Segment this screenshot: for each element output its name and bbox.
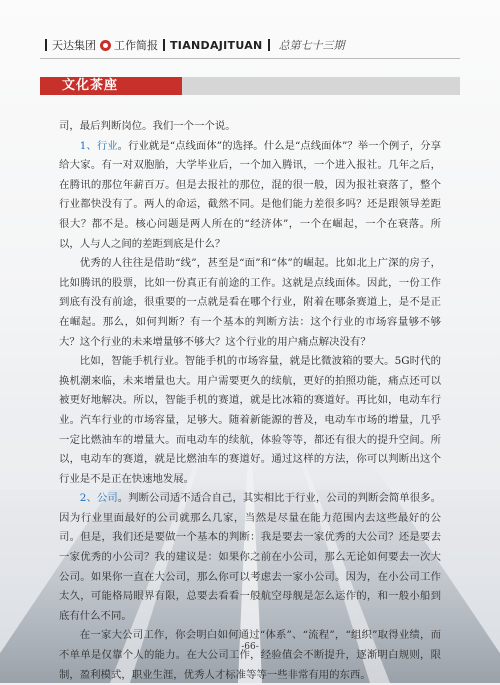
company-name: 天达集团 [52,39,96,52]
paragraph: 优秀的人往往是借助“线”，甚至是“面”和“体”的崛起。比如北上广深的房子，比如腾讯的股票，比如一份真正有前途的工作。这就是点线面体。因此，一份工作到底有没有前途，很重要的一点就是看在哪个行业，附着在哪条赛道上，是不是正在崛起。那么，如何判断？有一个基本的判断方法：这个行业的市场容量够不够大？这个行业的未来增量够不够大？这个行业的用户痛点解决没有？ [59,257,441,348]
paragraph-text: 。行业就是“点线面体”的选择。什么是“点线面体”？举一个例子，分享给大家。有一对双胞胎，大学毕业后，一个加入腾讯，一个进入报社。几年之后，在腾讯的那位年薪百万。但是去报社的那位，混的很一般，因为报社衰落了，整个行业都快没有了。两人的命运，截然不同。是他们能力差很多吗？还是跟领导差距很大？都不是。核心问题是两人所在的“经济体”，一个在崛起，一个在衰落。所以，人与人之间的差距到底是什么？ [59,139,441,250]
page-number: -66- [241,642,259,652]
section-title: 文化茶座 [62,78,119,93]
brand-english-name: TIANDAJITUAN [170,38,263,52]
page-header [0,0,500,62]
header-divider [45,39,47,51]
section-banner [40,77,460,95]
paragraph [59,489,441,626]
article-body [59,117,441,685]
header-divider [268,39,270,51]
company-logo-icon [100,40,111,51]
paragraph-text: 。判断公司适不适合自己，其实相比于行业，公司的判断会简单很多。因为行业里面最好的公司就那么几家，当然是尽量在能力范围内去这些最好的公司。但是，我们还是要做一个基本的判断：我是要去一家优秀的大公司？还是要去一家优秀的小公司？我的建议是：如果你之前在小公司，那么无论如何要去一次大公司。如果你一直在大公司，那么你可以考虑去一家小公司。因为，在小公司工作太久，可能格局眼界有限，总要去看看一般航空母舰是怎么运作的，和一般小船到底有什么不同。 [59,492,441,622]
paragraph: 在一家大公司工作，你会明白如何通过“体系”、“流程”，“组织”取得业绩，而不单单是仅靠个人的能力。在大公司工作，经验值会不断提升，逐渐明白规则，限制，盈利模式，职业生涯，优秀人才标准等等一些非常有用的东西。 [59,629,441,681]
paragraph: 司，最后判断岗位。我们一个一个说。 [59,120,236,132]
paragraph [59,137,441,255]
keyword-heading: 2、公司 [79,492,118,505]
publication-name: 工作简报 [114,39,158,52]
header-bar [40,38,345,52]
issue-number: 总第七十三期 [278,39,345,52]
keyword-heading: 1、行业 [79,139,118,152]
paragraph: 比如，智能手机行业。智能手机的市场容量，就是比微波箱的要大。5G时代的换机潮来临，未来增量也大。用户需要更久的续航，更好的拍照功能，痛点还可以被更好地解决。所以，智能手机的赛道，就是比冰箱的赛道好。再比如，电动车行业。汽车行业的市场容量，足够大。随着新能源的普及，电动车市场的增量，几乎一定比燃油车的增量大。而电动车的续航，体验等等，都还有很大的提升空间。所以，电动车的赛道，就是比燃油车的赛道好。通过这样的方法，你可以判断出这个行业是不是正在快速地发展。 [59,355,441,485]
header-divider [163,39,165,51]
header-rule [40,58,460,59]
